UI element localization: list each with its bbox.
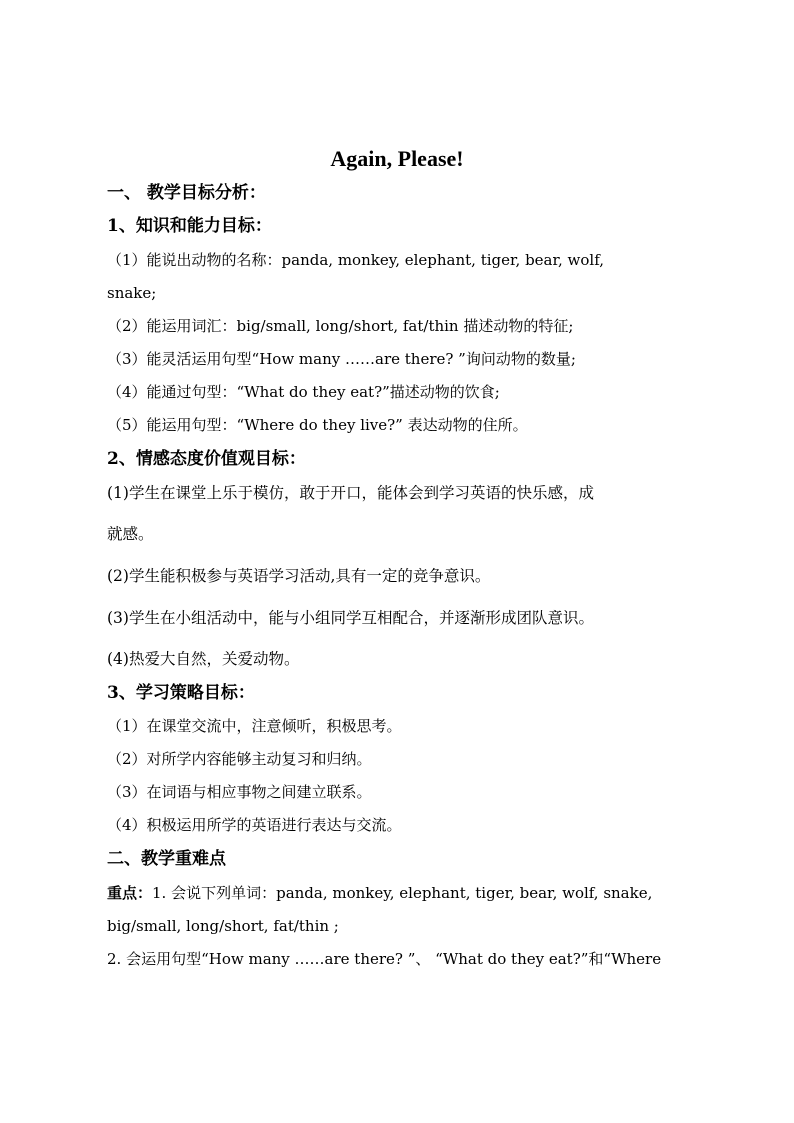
section1-heading: 一、 教学目标分析：	[107, 183, 266, 203]
list-item: （3）能灵活运用句型“How many ……are there? ”询问动物的数量;	[107, 350, 576, 368]
list-item: （2）对所学内容能够主动复习和归纳。	[107, 750, 372, 768]
key-points-label: 重点：	[107, 884, 153, 902]
sub1-heading: 1、知识和能力目标：	[107, 216, 272, 236]
list-item: (1)学生在课堂上乐于模仿，敢于开口，能体会到学习英语的快乐感，成	[107, 484, 594, 502]
list-item: 就感。	[107, 525, 154, 543]
list-item: (3)学生在小组活动中，能与小组同学互相配合，并逐渐形成团队意识。	[107, 609, 594, 627]
sub3-heading: 3、学习策略目标：	[107, 683, 255, 703]
list-item: (4)热爱大自然，关爱动物。	[107, 650, 300, 668]
list-item: （5）能运用句型：“Where do they live?” 表达动物的住所。	[107, 416, 528, 434]
list-item: （4）能通过句型：“What do they eat?”描述动物的饮食;	[107, 383, 500, 401]
key-points-line: big/small, long/short, fat/thin ;	[107, 917, 339, 935]
key-points-line	[107, 886, 652, 901]
list-item: （1）在课堂交流中，注意倾听，积极思考。	[107, 717, 402, 735]
key-points-text: 1. 会说下列单词：panda, monkey, elephant, tiger, bear, wolf, snake,	[152, 884, 653, 902]
list-item: （2）能运用词汇：big/small, long/short, fat/thin 描述动物的特征;	[107, 317, 574, 335]
list-item: （4）积极运用所学的英语进行表达与交流。	[107, 816, 402, 834]
key-points-line: 2. 会运用句型“How many ……are there? ”、 “What do they eat?”和“Where	[107, 950, 662, 968]
list-item: (2)学生能积极参与英语学习活动,具有一定的竞争意识。	[107, 567, 491, 585]
list-item: snake;	[107, 284, 157, 302]
sub2-heading: 2、情感态度价值观目标：	[107, 449, 306, 469]
list-item: （3）在词语与相应事物之间建立联系。	[107, 783, 372, 801]
document-title: Again, Please!	[330, 146, 464, 171]
list-item: （1）能说出动物的名称：panda, monkey, elephant, tiger, bear, wolf,	[107, 251, 605, 269]
section2-heading: 二、教学重难点	[107, 849, 226, 869]
